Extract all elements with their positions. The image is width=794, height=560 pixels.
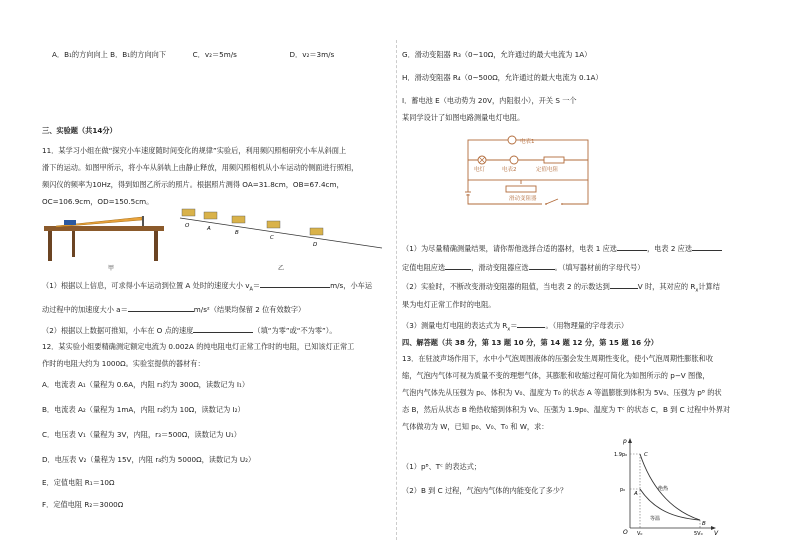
option-d: D．v₂＝3m/s [289,50,335,59]
tick-5v0: 5V₀ [694,531,703,536]
section4-heading: 四、解答题（共 38 分，第 13 题 10 分，第 14 题 12 分，第 15 题 16 分） [402,338,658,347]
point-C: C [270,235,274,241]
q13-sub2: （2）B 到 C 过程，气泡内气体的内能变化了多少？ [402,486,568,495]
state-B-label: B [702,521,706,527]
answer-blank-rx[interactable] [517,320,545,328]
answer-blank-meter2[interactable] [692,243,722,251]
q13-sub1: （1）pᴮ、Tᶜ 的表达式； [402,462,482,471]
q11-sub2: （2）根据以上数据可推知，小车在 O 点的速度 （填“为零”或“不为零”）。 [42,326,337,335]
option-ab: A．B₁的方向向上 B．B₁的方向向下 [52,50,167,59]
q11-line-3: 频闪仪的频率为10Hz，得到如图乙所示的照片。根据照片测得 OA=31.8cm，OB=67.4cm， [42,180,344,189]
rheostat-label: 滑动变阻器 [509,196,537,202]
q12-item-f: F．定值电阻 R₂＝3000Ω [42,500,124,509]
q12-sub1-line1: （1）为尽量精确测量结果，请你帮他选择合适的器材，电表 1 应选 ，电表 2 应选 [402,243,722,254]
q11-line-4: OC=106.9cm，OD=150.5cm。 [42,197,154,206]
answer-blank-resistor[interactable] [445,262,471,270]
cart-D [310,228,323,235]
v-axis-label: V [714,530,719,536]
rail-stop [142,216,144,226]
state-A-label: A [634,491,638,497]
answer-blank-vA[interactable] [260,280,330,288]
q11-line-1: 11．某学习小组在做“探究小车速度随时间变化的规律”实验后，利用频闪照相研究小车从斜面上 [42,146,347,155]
point-B: B [235,230,239,236]
option-c: C．v₂＝5m/s [192,50,237,59]
q12-item-c: C．电压表 V₁（量程为 3V，内阻，r₃＝500Ω，读数记为 U₁） [42,430,241,439]
isothermal-curve [640,489,700,520]
fig-jia-label: 甲 [108,265,115,272]
column-divider [396,40,397,540]
q11-figure [42,206,392,272]
q12-intro: 某同学设计了如图电路测量电灯电阻。 [402,113,525,122]
tick-v0: V₀ [637,531,643,536]
q12-sub3: （3）测量电灯电阻的表达式为 $R_x=$ 。（用物理量的字母表示） [402,321,629,333]
fixed-resistor-label: 定值电阻 [536,167,559,173]
q11-sub1-line2: 动过程中的加速度大小 a＝ m/s²（结果均保留 2 位有效数字） [42,305,306,314]
table-leg-left [48,231,52,261]
isothermal-label: 等温 [650,516,661,522]
q11-sub1-line1: （1）根据以上信息，可求得小车运动到位置 A 处时的速度大小 $v_A= m/s$，小车运 [42,281,373,293]
answer-blank-voltage[interactable] [610,281,638,289]
q12-sub2-line2: 果为电灯正常工作时的电阻。 [402,300,496,309]
q13-line-5: 气体做功为 W，已知 p₀、V₀、T₀ 和 W，求： [402,422,549,431]
adiabatic-label: 绝热 [658,486,669,492]
cart-C [267,221,280,228]
q11-line-2: 滑下的运动。如图甲所示，将小车从斜轨上由静止释放，用频闪照相机从小车运动的侧面进行照相， [42,163,359,172]
fig-yi-label: 乙 [278,265,285,272]
answer-blank-meter1[interactable] [617,243,647,251]
q12-item-e: E．定值电阻 R₁＝10Ω [42,478,115,487]
circuit-diagram [462,126,612,218]
table-leg-right [154,231,158,261]
section3-heading: 三、实验题（共14分） [42,126,117,135]
tick-1-9p0: 1.9p₀ [614,452,628,458]
answer-blank-v0[interactable] [193,325,253,333]
fixed-resistor-symbol [544,157,564,163]
pv-graph [614,434,720,536]
lamp-label: 电灯 [474,167,486,173]
circuit-bottom-right [562,180,588,204]
q13-line-2: 缩，气泡内气体可视为质量不变的理想气体，其膨胀和收缩过程可简化为如图所示的 p−V 图像， [402,371,710,380]
q13-line-1: 13．在驻波声场作用下，水中小气泡周围液体的压强会发生周期性变化，使小气泡周期性膨胀和收 [402,354,714,363]
incline-line-yi [180,218,382,248]
q12-item-h: H．滑动变阻器 R₄（0~500Ω，允许通过的最大电流为 0.1A） [402,73,603,82]
cart-jia [64,220,76,225]
meter2-symbol [510,156,518,164]
point-D: D [313,242,318,248]
q12-item-g: G．滑动变阻器 R₃（0~10Ω，允许通过的最大电流为 1A） [402,50,592,59]
answer-blank-a[interactable] [128,304,194,312]
q12-item-d: D．电压表 V₂（量程为 15V，内阻 r₄约为 5000Ω，读数记为 U₂） [42,455,256,464]
meter1-label: 电表1 [520,139,535,145]
answer-blank-rheostat[interactable] [529,262,555,270]
origin-label: O [623,529,628,536]
q13-line-3: 气泡内气体先从压强为 p₀、体积为 V₀、温度为 T₀ 的状态 A 等温膨胀到体积为 5V₀、压强为 pᴮ 的状 [402,388,722,397]
table-leg-back [72,231,75,257]
cart-B [232,216,245,223]
q12-sub2-line1: （2）实验时，不断改变滑动变阻器的阻值，当电表 2 的示数达到 V 时，其对应的 $R_x$计算结 [402,282,720,294]
q12-sub1-line2: 定值电阻应选 ，滑动变阻器应选 。（填写器材前的字母代号） [402,263,645,272]
circuit-bottom-left [468,180,502,204]
q12-item-a: A．电流表 A₁（量程为 0.6A，内阻 r₁约为 300Ω，读数记为 I₁） [42,380,250,389]
switch-symbol [546,199,558,204]
point-A: A [207,226,211,232]
cart-A [204,212,217,219]
q12-item-b: B．电流表 A₂（量程为 1mA，内阻 r₂约为 10Ω，读数记为 I₂） [42,405,245,414]
q12-item-i: I．蓄电池 E（电动势为 20V，内阻很小），开关 S 一个 [402,96,577,105]
options-row [52,50,334,60]
rheostat-symbol [506,186,536,192]
meter2-label: 电表2 [502,167,517,173]
meter1-symbol [508,136,516,144]
adiabatic-curve [640,454,700,520]
p-axis-label: p [623,438,627,445]
point-O: O [185,223,190,229]
q13-line-4: 态 B，然后从状态 B 绝热收缩到体积为 V₀、压强为 1.9p₀、温度为 Tᶜ 的状态 C，B 到 C 过程中外界对 [402,405,731,414]
q12-line-1: 12．某实验小组要精确测定额定电流为 0.002A 的纯电阻电灯正常工作时的电阻，已知该灯正常工 [42,342,355,351]
q12-line-2: 作时的电阻大约为 1000Ω。实验室提供的器材有： [42,359,205,368]
tick-p0: p₀ [620,487,626,493]
state-C-label: C [644,452,648,458]
cart-O [182,209,195,216]
